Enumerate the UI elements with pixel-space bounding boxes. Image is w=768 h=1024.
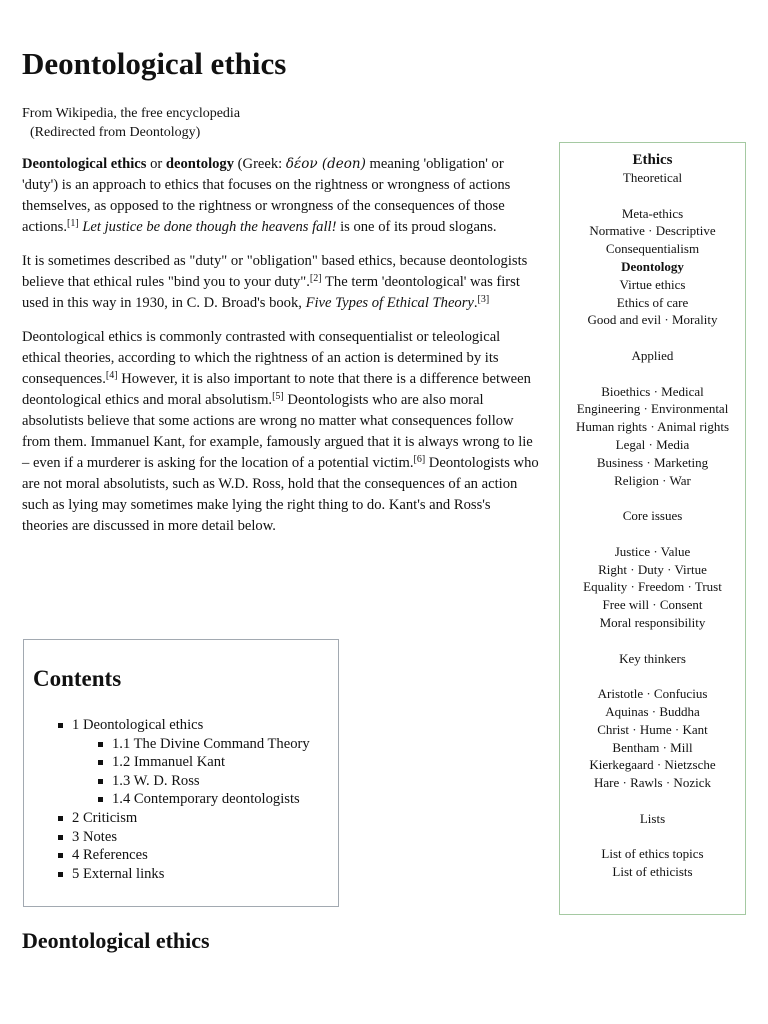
navbox-link[interactable]: Virtue ethics [619, 276, 686, 292]
term-deontology: deontology [165, 156, 235, 172]
text-span: However, it is also important to note that there is a difference between deontological ethics and moral absolutism. [22, 371, 531, 408]
paragraph-contrast [22, 327, 540, 537]
toc-subitem[interactable] [96, 753, 310, 772]
navbox-link[interactable]: Meta-ethics [621, 205, 684, 221]
text-span: Deontologists who are not moral absolutists, such as W.D. Ross, hold that the consequences of an action such as lying may sometimes make lying the right thing to do. Kant's and Ross's theories are discussed in more detail below. [22, 455, 539, 534]
group-label-core-issues: Core issues [622, 508, 683, 524]
toc-subitem[interactable] [96, 790, 310, 809]
text-span: . [473, 295, 478, 311]
paragraph-intro [22, 154, 540, 238]
navbox-link[interactable]: Ethics of care [616, 294, 689, 310]
navbox-link[interactable]: Equality · Freedom · Trust [583, 579, 722, 595]
navbox-link[interactable]: List of ethics topics [601, 846, 704, 862]
greek-word: δέον (deon) [285, 156, 366, 172]
text-span: meaning 'obligation' or 'duty') is an approach to ethics that focuses on the rightness or wrongness of actions themselves, as opposed to the rightness or wrongness of the consequences of those actions. [22, 156, 511, 235]
from-wikipedia-text: From Wikipedia, the free encyclopedia [22, 106, 241, 121]
toc-subitem[interactable] [96, 735, 310, 754]
toc-item-label[interactable]: 3 Notes [72, 828, 117, 845]
citation-6[interactable]: [6] [413, 454, 426, 465]
text-span: (Greek: [234, 156, 286, 172]
text-span: Deontologists who are also moral absolutists believe that some actions are wrong no matter what consequences follow from them. Immanuel Kant, for example, famously argued that it is always wrong to lie – even if a murderer is asking for the location of a potential victim. [22, 392, 533, 471]
navbox-link[interactable]: Consequentialism [605, 241, 700, 257]
toc-item[interactable] [56, 846, 310, 865]
navbox-link[interactable]: Hare · Rawls · Nozick [594, 775, 711, 791]
citation-3[interactable]: [3] [477, 294, 490, 305]
slogan-quote: Let justice be done though the heavens fall! [78, 219, 337, 235]
text-span: The term 'deontological' was first used in this way in 1930, in C. D. Broad's book, [22, 274, 520, 311]
navbox-link[interactable]: Moral responsibility [599, 614, 706, 630]
text-span: or [146, 156, 166, 172]
toc-item[interactable] [56, 809, 310, 828]
redirect-link[interactable]: (Redirected from Deontology) [30, 125, 201, 140]
toc-item-label[interactable]: 1 Deontological ethics [72, 717, 204, 733]
group-label-theoretical: Theoretical [622, 170, 683, 185]
article-body [22, 154, 540, 550]
toc-item-label[interactable]: 2 Criticism [72, 809, 138, 826]
text-span: Deontological ethics is commonly contrasted with consequentialist or teleological ethical theories, according to which the rightness of an action is determined by its consequences. [22, 329, 501, 387]
navbox-link[interactable]: Legal · Media [615, 436, 690, 452]
navbox-link[interactable]: Bioethics · Medical [601, 383, 704, 399]
navbox-link[interactable]: Good and evil · Morality [587, 312, 718, 328]
toc-item-label[interactable]: 1.2 Immanuel Kant [112, 754, 226, 771]
navbox-link[interactable]: Justice · Value [614, 543, 691, 559]
navbox-link[interactable]: Free will · Consent [602, 597, 703, 613]
term-deontological-ethics: Deontological ethics [22, 156, 147, 172]
navbox-link[interactable]: Business · Marketing [596, 454, 709, 470]
citation-2[interactable]: [2] [309, 273, 322, 284]
paragraph-duty [22, 251, 540, 314]
citation-5[interactable]: [5] [272, 391, 284, 402]
toc-item-label[interactable]: 1.1 The Divine Command Theory [112, 735, 310, 752]
text-span: is one of its proud slogans. [336, 219, 497, 235]
toc-item[interactable] [56, 716, 310, 809]
navbox-link[interactable]: Religion · War [614, 472, 691, 488]
toc-item-label[interactable]: 5 External links [72, 865, 165, 882]
toc-title: Contents [33, 666, 122, 691]
toc-list [56, 716, 310, 883]
navbox-link[interactable]: Right · Duty · Virtue [598, 561, 707, 577]
redirect-note [22, 123, 240, 142]
navbox-current-item: Deontology [621, 258, 684, 274]
navbox-link[interactable]: Christ · Hume · Kant [597, 721, 708, 737]
navbox-link[interactable]: Engineering · Environmental [576, 401, 729, 417]
group-applied [560, 383, 745, 490]
citation-4[interactable]: [4] [105, 370, 118, 381]
navbox-link[interactable]: Aquinas · Buddha [605, 703, 700, 719]
group-lists [560, 845, 745, 881]
group-theoretical [560, 205, 745, 330]
navbox-title: Ethics [632, 152, 673, 168]
book-title: Five Types of Ethical Theory [305, 295, 474, 311]
toc-item[interactable] [56, 865, 310, 884]
navbox-link[interactable]: Human rights · Animal rights [575, 419, 730, 435]
navbox-link[interactable]: Bentham · Mill [612, 739, 693, 755]
toc-sublist [72, 735, 310, 809]
toc-subitem[interactable] [96, 772, 310, 791]
group-key-thinkers [560, 685, 745, 792]
group-label-applied: Applied [631, 347, 674, 363]
text-span: It is sometimes described as "duty" or "obligation" based ethics, because deontologists believe that ethical rules "bind you to your duty". [22, 253, 528, 290]
group-core-issues [560, 543, 745, 632]
toc-item[interactable] [56, 828, 310, 847]
toc-item-label[interactable]: 1.3 W. D. Ross [112, 772, 200, 789]
page-title: Deontological ethics [22, 46, 287, 81]
citation-1[interactable]: [1] [67, 218, 79, 229]
section-heading: Deontological ethics [22, 928, 210, 953]
group-label-lists: Lists [639, 810, 666, 826]
navbox-link[interactable]: Normative · Descriptive [589, 223, 716, 239]
navbox-link[interactable]: Kierkegaard · Nietzsche [589, 757, 716, 773]
group-label-key-thinkers: Key thinkers [619, 650, 686, 666]
navbox-link[interactable]: List of ethicists [612, 864, 693, 880]
toc-item-label[interactable]: 1.4 Contemporary deontologists [112, 791, 300, 808]
table-of-contents [23, 639, 339, 907]
navbox-link[interactable]: Aristotle · Confucius [597, 686, 708, 702]
toc-item-label[interactable]: 4 References [72, 847, 148, 864]
site-tagline [22, 104, 240, 142]
ethics-navbox [559, 142, 746, 915]
